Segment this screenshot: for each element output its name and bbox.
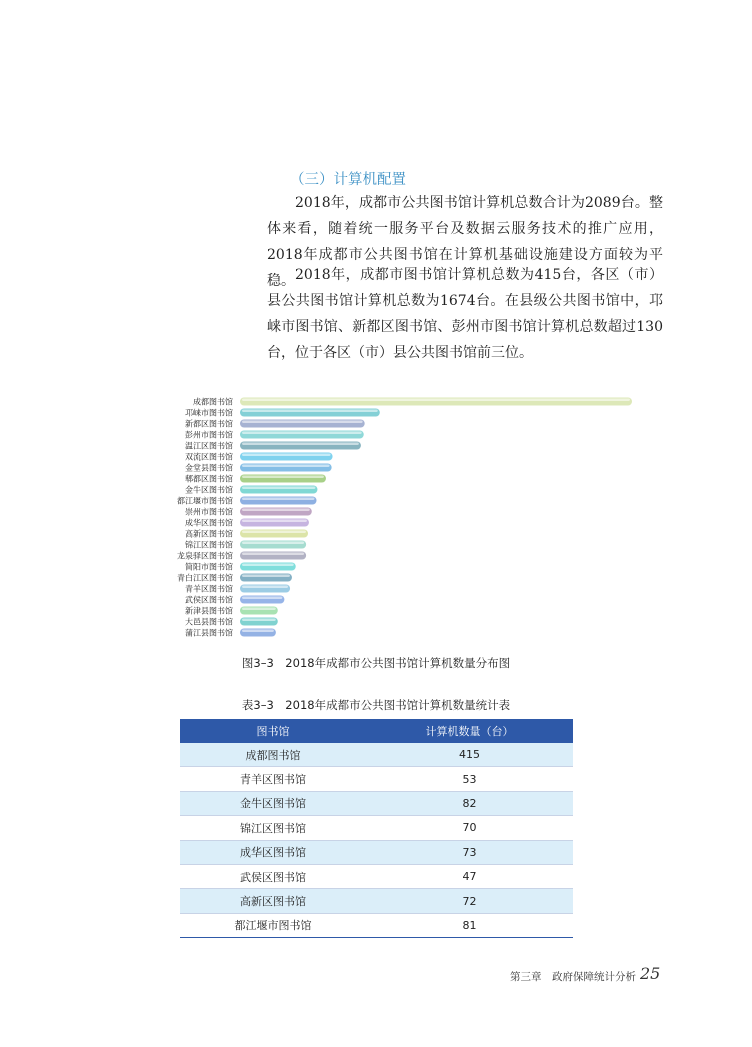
bar-highlight [242, 586, 288, 589]
category-label: 金牛区图书馆 [185, 485, 233, 495]
bar-highlight [242, 630, 274, 633]
library-name-cell: 锦江区图书馆 [180, 816, 366, 840]
category-label: 温江区图书馆 [185, 441, 233, 451]
bar-highlight [242, 597, 282, 600]
computer-count-cell: 53 [366, 767, 573, 791]
category-label: 高新区图书馆 [185, 529, 233, 539]
category-label: 新都区图书馆 [185, 419, 233, 429]
table-row [180, 767, 573, 791]
page-number: 25 [640, 964, 661, 983]
bar-highlight [242, 520, 307, 523]
bar-highlight [242, 399, 630, 402]
library-name-cell: 金牛区图书馆 [180, 791, 366, 815]
library-name-cell: 成华区图书馆 [180, 840, 366, 864]
section-heading: （三）计算机配置 [290, 172, 406, 188]
library-name-cell: 武侯区图书馆 [180, 864, 366, 888]
library-name-cell: 都江堰市图书馆 [180, 913, 366, 937]
category-label: 崇州市图书馆 [185, 507, 233, 517]
category-label: 武侯区图书馆 [185, 595, 233, 605]
bar-highlight [242, 509, 310, 512]
table-caption: 表3–3 2018年成都市公共图书馆计算机数量统计表 [241, 698, 511, 712]
category-label: 锦江区图书馆 [185, 540, 233, 550]
bar-highlight [242, 498, 315, 501]
table-header-row [180, 719, 573, 743]
bar-highlight [242, 575, 290, 578]
category-label: 蒲江县图书馆 [185, 628, 233, 638]
category-label: 都江堰市图书馆 [177, 496, 233, 506]
bar-highlight [242, 443, 359, 446]
library-name-cell: 高新区图书馆 [180, 889, 366, 913]
category-label: 简阳市图书馆 [185, 562, 233, 572]
table-row [180, 889, 573, 913]
bar-highlight [242, 487, 315, 490]
category-label: 龙泉驿区图书馆 [177, 551, 233, 561]
table-row [180, 840, 573, 864]
computer-count-cell: 73 [366, 840, 573, 864]
figure-caption: 图3–3 2018年成都市公共图书馆计算机数量分布图 [241, 656, 511, 670]
bar-highlight [242, 619, 276, 622]
bar-highlight [242, 608, 276, 611]
category-label: 大邑县图书馆 [185, 617, 233, 627]
category-label: 新津县图书馆 [185, 606, 233, 616]
table-row [180, 816, 573, 840]
category-label: 金堂县图书馆 [185, 463, 233, 473]
bar-highlight [242, 421, 363, 424]
table-row [180, 913, 573, 937]
computer-count-cell: 415 [366, 743, 573, 767]
category-label: 邛崃市图书馆 [185, 408, 233, 418]
table-row [180, 864, 573, 888]
bar-highlight [242, 542, 304, 545]
category-label: 青白江区图书馆 [177, 573, 233, 583]
bar-highlight [242, 454, 331, 457]
computer-count-cell: 82 [366, 791, 573, 815]
paragraph-1: 2018年，成都市公共图书馆计算机总数合计为2089台。整体来看，随着统一服务平台及数据云服务技术的推广应用，2018年成都市公共图书馆在计算机基础设施建设方面较为平稳。 [267, 195, 663, 289]
library-name-cell: 成都图书馆 [180, 743, 366, 767]
category-label: 双流区图书馆 [185, 452, 233, 462]
library-name-cell: 青羊区图书馆 [180, 767, 366, 791]
computer-count-cell: 81 [366, 913, 573, 937]
bar-highlight [242, 465, 330, 468]
category-label: 彭州市图书馆 [185, 430, 233, 440]
chapter-footer: 第三章 政府保障统计分析 [510, 971, 636, 983]
table-row [180, 791, 573, 815]
bar-highlight [242, 410, 378, 413]
computer-count-cell: 70 [366, 816, 573, 840]
computer-count-table [180, 719, 573, 938]
bar-highlight [242, 531, 306, 534]
computer-count-cell: 72 [366, 889, 573, 913]
category-label: 青羊区图书馆 [185, 584, 233, 594]
computer-count-chart [150, 390, 650, 642]
category-label: 成都图书馆 [193, 397, 233, 407]
category-label: 郫都区图书馆 [185, 474, 233, 484]
bar-highlight [242, 476, 324, 479]
bar-highlight [242, 432, 362, 435]
computer-count-cell: 47 [366, 864, 573, 888]
paragraph-2: 2018年，成都市图书馆计算机总数为415台，各区（市）县公共图书馆计算机总数为1674台。在县级公共图书馆中，邛崃市图书馆、新都区图书馆、彭州市图书馆计算机总数超过130台，位于各区（市）县公共图书馆前三位。 [267, 267, 663, 361]
table-header-library: 图书馆 [180, 719, 366, 743]
bar-highlight [242, 553, 304, 556]
table-header-count: 计算机数量（台） [366, 719, 573, 743]
bar-highlight [242, 564, 294, 567]
category-label: 成华区图书馆 [185, 518, 233, 528]
table-row [180, 743, 573, 767]
